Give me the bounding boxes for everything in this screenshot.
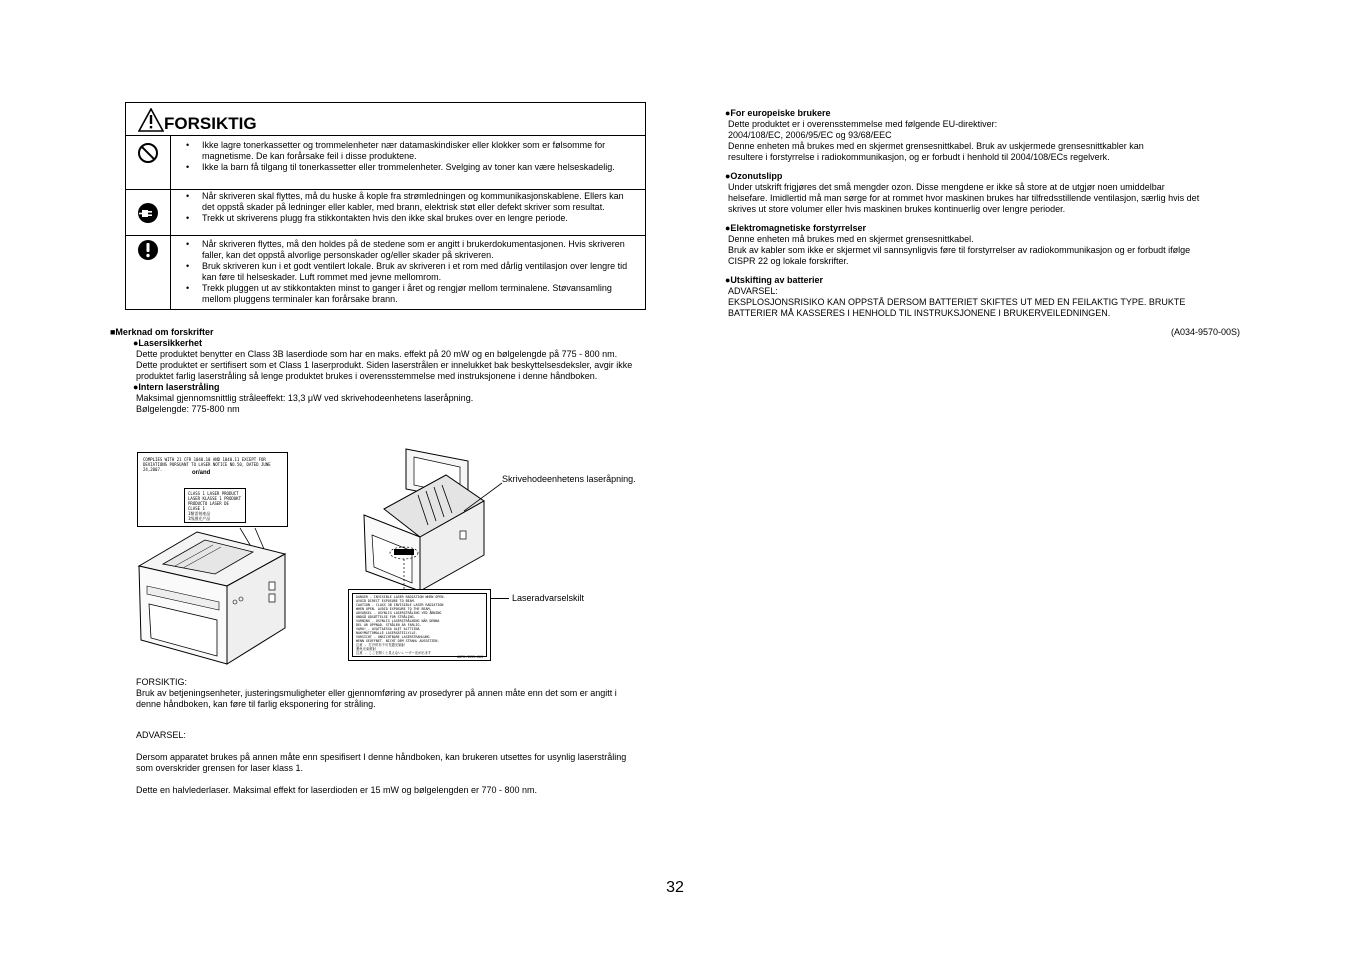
unplug-icon xyxy=(137,202,159,224)
eu-line: resultere i forstyrrelse i radiokommunikasjon, og er forbudt i henhold til 2004/108/ECs regelverk. xyxy=(728,152,1110,162)
battery-line: ADVARSEL: xyxy=(728,286,778,296)
internal-radiation-heading: ●Intern laserstråling xyxy=(133,382,220,392)
caution-item: • Når skriveren flyttes, må den holdes på de stedene som er angitt i brukerdokumentasjonen. Hvis skriveren faller, kan det oppstå alvorlige personskader og/eller skader på skriveren. xyxy=(202,239,645,261)
caution-item: • Ikke lagre tonerkassetter og trommelenheter nær datamaskindisker eller klokker som er følsomme for magnetisme. De kan forårsake feil i disse produktene. xyxy=(202,140,645,162)
semiconductor-note: Dette en halvlederlaser. Maksimal effekt for laserdioden er 15 mW og bølgelengden er 770 - 800 nm. xyxy=(136,785,538,795)
caution-item: • Trekk pluggen ut av stikkontakten minst to ganger i året og rengjør mellom terminalene. Støvansamling mellom pluggens terminaler kan forårsake brann. xyxy=(202,283,645,305)
caution-note-label: FORSIKTIG: xyxy=(136,677,188,687)
laser-warning-text: DANGER - INVISIBLE LASER RADIATION WHEN OPEN. AVOID DIRECT EXPOSURE TO BEAM. CAUTION - CLASS 3B INVISIBLE LASER RADIATION WHEN OPEN. AVOID EXPOSURE TO THE BEAM. ADVARSEL - USYNLIG LASERSTRÅLING VED ÅBNING UNDGÅ UDSÆTTELSE FOR STRÅLING. VARNING - OSYNLIG LASERSTRÅLNING NÄR DENNA DEL ÄR ÖPPNAD. STRÅLEN ÄR FARLIG. VARO! - AVATTAESSA OLET ALTTIINA NÄKYMÄTTÖMÄLLE LASERSÄTEILYLLE. VORSICHT - UNSICHTBARE LASERSTRAHLUNG WENN GEÖFFNET. NICHT DEM STRAHL AUSSETZEN. 注意 - 打开时有不可见激光辐射 避免光束照射 注意 - ここを開くと見えないレーザー光が出ます A0FK-9559-00S xyxy=(356,595,483,659)
caution-row-handling xyxy=(126,236,645,310)
page-number: 32 xyxy=(666,879,684,896)
printer-open-illustration xyxy=(356,445,506,595)
ozone-line: Under utskrift frigjøres det små mengder ozon. Disse mengdene er ikke så store at de utgjør noen umiddelbar xyxy=(728,182,1165,192)
ozone-line: helsefare. Imidlertid må man sørge for at rommet hvor maskinen brukes har tilfredsstillende ventilasjon, særlig hvis det xyxy=(728,193,1200,203)
warning-triangle-icon xyxy=(138,108,164,135)
caution-note-line: denne håndboken, kan føre til farlig eksponering for stråling. xyxy=(136,699,376,709)
caution-item: • Når skriveren skal flyttes, må du huske å kople fra strømledningen og kommunikasjonskablene. Ellers kan det oppstå skader på ledninger eller kabler, med brann, elektrisk støt eller defekt skriver som resultat. xyxy=(202,191,645,213)
emi-heading: ●Elektromagnetiske forstyrrelser xyxy=(725,223,866,233)
compliance-label xyxy=(137,452,288,527)
compliance-text: COMPLIES WITH 21 CFR 1040.10 AND 1040.11 EXCEPT FOR DEVIATIONS PURSUANT TO LASER NOTICE NO.50, DATED JUNE 24,2007. xyxy=(143,457,271,472)
caution-row-moving xyxy=(126,190,645,236)
caution-item: • Ikke la barn få tilgang til tonerkassetter eller trommelenheter. Svelging av toner kan være helseskadelig. xyxy=(202,162,645,173)
emi-line: CISPR 22 og lokale forskrifter. xyxy=(728,256,849,266)
caution-row-storage xyxy=(126,136,645,190)
caution-box xyxy=(125,102,646,310)
label-or-and: or/and xyxy=(192,470,211,476)
eu-line: Dette produktet er i overensstemmelse med følgende EU-direktiver: xyxy=(728,119,998,129)
eu-heading: ●For europeiske brukere xyxy=(725,108,831,118)
internal-radiation-line: Bølgelengde: 775-800 nm xyxy=(136,404,240,414)
ozone-heading: ●Ozonutslipp xyxy=(725,171,783,181)
callout-warning-line xyxy=(491,598,509,599)
regulations-heading: ■Merknad om forskrifter xyxy=(110,327,214,337)
battery-heading: ●Utskifting av batterier xyxy=(725,275,823,285)
warning-note-line: som overskrider grensen for laser klass 1. xyxy=(136,763,304,773)
emi-line: Bruk av kabler som ikke er skjermet vil sannsynligvis føre til forstyrrelser av radiokommunikasjon og er forbudt ifølge xyxy=(728,245,1191,255)
internal-radiation-line: Maksimal gjennomsnittlig stråleeffekt: 13,3 μW ved skrivehodeenhetens laseråpning. xyxy=(136,393,474,403)
document-code: (A034-9570-00S) xyxy=(1170,327,1240,337)
callout-warning-label: Laseradvarselskilt xyxy=(512,593,585,603)
ozone-line: skrives ut store volumer eller hvis maskinen brukes kontinuerlig over lengre perioder. xyxy=(728,204,1066,214)
laser-safety-line: produktet farlig laserstråling så lenge produktet brukes i overensstemmelse med instruksjonene i denne håndboken. xyxy=(136,371,598,381)
laser-warning-label xyxy=(348,589,491,661)
prohibition-icon xyxy=(137,142,159,164)
callout-laser-aperture: Skrivehodeenhetens laseråpning. xyxy=(502,474,636,484)
caution-header xyxy=(126,103,645,136)
regulations-section xyxy=(110,327,690,415)
battery-line: BATTERIER MÅ KASSERES I HENHOLD TIL INSTRUKSJONENE I BRUKERVEILEDNINGEN. xyxy=(728,308,1111,318)
class1-label: CLASS 1 LASER PRODUCT LASER KLASSE 1 PRODUKT PRODUCTO LASER DE CLASE 1 1類雷射產品 1级激光产品 xyxy=(184,488,246,523)
right-column xyxy=(725,108,1245,319)
warning-note-line: Dersom apparatet brukes på annen måte enn spesifisert I denne håndboken, kan brukeren utsettes for usynlig laserstråling xyxy=(136,752,627,762)
laser-safety-line: Dette produktet er sertifisert som et Class 1 laserprodukt. Siden laserstrålen er innelukket bak beskyttelsesdeksler, avgir ikke xyxy=(136,360,633,370)
printer-side-illustration xyxy=(135,520,295,670)
exclamation-icon xyxy=(137,239,159,261)
laser-safety-heading: ●Lasersikkerhet xyxy=(133,338,202,348)
notes-section xyxy=(136,677,676,796)
eu-line: Denne enheten må brukes med en skjermet grensesnittkabel. Bruk av uskjermede grensesnittkabler kan xyxy=(728,141,1144,151)
caution-title: FORSIKTIG xyxy=(164,114,257,133)
caution-item: • Bruk skriveren kun i et godt ventilert lokale. Bruk av skriveren i et rom med dårlig ventilasjon over lengre tid kan føre til helseskader. Luft rommet med jevne mellomrom. xyxy=(202,261,645,283)
emi-line: Denne enheten må brukes med en skjermet grensesnittkabel. xyxy=(728,234,974,244)
laser-safety-line: Dette produktet benytter en Class 3B laserdiode som har en maks. effekt på 20 mW og en bølgelengde på 775 - 800 nm. xyxy=(136,349,618,359)
eu-line: 2004/108/EC, 2006/95/EC og 93/68/EEC xyxy=(728,130,892,140)
caution-note-line: Bruk av betjeningsenheter, justeringsmuligheter eller gjennomføring av prosedyrer på annen måte enn det som er angitt i xyxy=(136,688,617,698)
battery-line: EKSPLOSJONSRISIKO KAN OPPSTÅ DERSOM BATTERIET SKIFTES UT MED EN FEILAKTIG TYPE. BRUKTE xyxy=(728,297,1186,307)
caution-item: • Trekk ut skriverens plugg fra stikkontakten hvis den ikke skal brukes over en lengre periode. xyxy=(202,213,645,224)
warning-note-label: ADVARSEL: xyxy=(136,730,186,740)
